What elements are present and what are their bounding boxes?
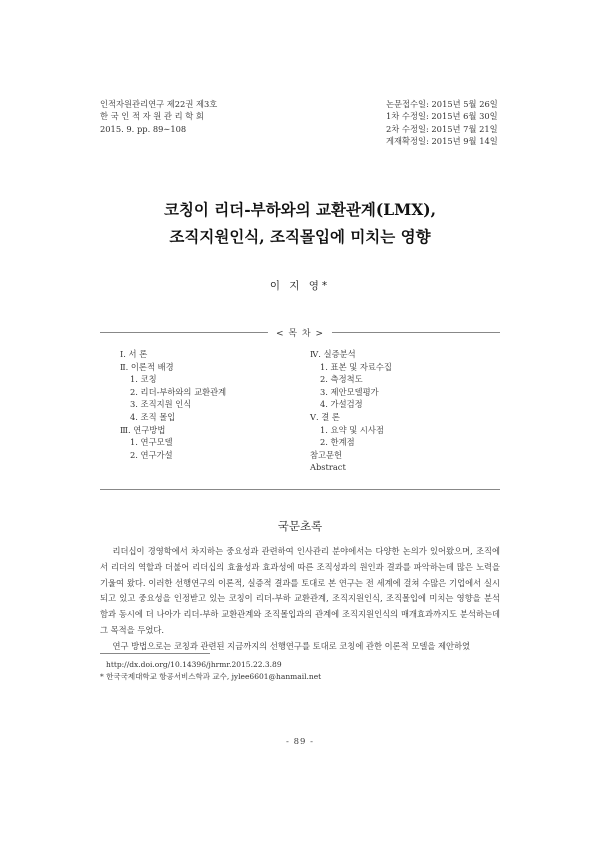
society-name: 한 국 인 적 자 원 관 리 학 회 bbox=[100, 111, 204, 122]
revised-date-1: 1차 수정일: 2015년 6월 30일 bbox=[386, 111, 498, 122]
page-number: - 89 - bbox=[286, 737, 314, 747]
submission-dates bbox=[386, 98, 516, 148]
toc-entry: Ⅱ. 이론적 배경 bbox=[120, 361, 174, 372]
doi-link[interactable]: http://dx.doi.org/10.14396/jhrmr.2015.22.3.89 bbox=[106, 660, 282, 669]
toc-bottom-rule bbox=[100, 489, 500, 490]
author-affiliation: * 한국국제대학교 항공서비스학과 교수, jylee6601@hanmail.net bbox=[100, 672, 322, 681]
abstract-paragraph-2: 연구 방법으로는 코칭과 관련된 지금까지의 선행연구를 토대로 코칭에 관한 이론적 모델을 제안하였 bbox=[112, 640, 471, 651]
toc-entry: 1. 표본 및 자료수집 bbox=[320, 361, 392, 372]
toc-entry: 참고문헌 bbox=[310, 449, 343, 460]
toc-entry: 4. 가설검정 bbox=[320, 399, 363, 410]
journal-name: 인적자원관리연구 제22권 제3호 bbox=[100, 99, 218, 109]
toc-left-column bbox=[120, 348, 226, 461]
toc-entry: 2. 측정척도 bbox=[320, 374, 363, 385]
issue-pages: 2015. 9. pp. 89∼108 bbox=[100, 123, 187, 134]
title-line-2: 조직지원인식, 조직몰입에 미치는 영향 bbox=[169, 227, 431, 246]
toc-entry: 1. 코칭 bbox=[130, 374, 157, 385]
paper-title bbox=[60, 196, 540, 250]
toc-entry: Ⅰ. 서 론 bbox=[120, 349, 148, 359]
journal-info bbox=[100, 98, 217, 135]
toc-entry: 1. 요약 및 시사점 bbox=[320, 424, 384, 435]
toc-entry: 2. 리더-부하와의 교환관계 bbox=[130, 386, 227, 397]
table-of-contents bbox=[100, 329, 500, 490]
toc-entry: 1. 연구모델 bbox=[130, 437, 173, 448]
received-date: 논문접수일: 2015년 5월 26일 bbox=[386, 99, 498, 109]
toc-entry: 4. 조직 몰입 bbox=[130, 411, 176, 422]
footnote-rule bbox=[100, 653, 210, 654]
footnotes bbox=[100, 659, 321, 683]
toc-entry: Abstract bbox=[310, 462, 346, 473]
toc-entry: Ⅲ. 연구방법 bbox=[120, 424, 166, 435]
abstract-paragraph-1: 리더십이 경영학에서 차지하는 중요성과 관련하여 인사관리 분야에서는 다양한 논의가 있어왔으며, 조직에서 리더의 역할과 더불어 리더십의 효율성과 효과성에 따른 조직성과의 원인과 결과를 파악하는데 많은 노력을 기울여 왔다. 이러한 선행연구의 이론적, 실증적 결과를 토대로 본 연구는 전 세계에 걸쳐 수많은 기업에서 실시되고 있고 중요성을 인정받고 있는 코칭이 리더-부하 교환관계, 조직지원인식, 조직몰입에 미치는 영향을 분석함과 동시에 더 나아가 리더-부하 교환관계와 조직몰입과의 관계에 조직지원인식의 매개효과까지도 분석하는데 그 목적을 두었다. bbox=[100, 546, 500, 635]
toc-entry: 3. 제안모델평가 bbox=[320, 386, 379, 397]
toc-entry: 2. 한계점 bbox=[320, 437, 355, 448]
abstract-body bbox=[100, 544, 500, 655]
accepted-date: 게재확정일: 2015년 9월 14일 bbox=[386, 136, 498, 147]
toc-heading: < 목 차 > bbox=[268, 326, 332, 339]
abstract-heading: 국문초록 bbox=[277, 519, 323, 533]
toc-entry: Ⅴ. 결 론 bbox=[310, 411, 340, 422]
toc-entry: 3. 조직지원 인식 bbox=[130, 399, 192, 410]
toc-entry: 2. 연구가설 bbox=[130, 449, 173, 460]
toc-entry: Ⅳ. 실증분석 bbox=[310, 349, 356, 359]
revised-date-2: 2차 수정일: 2015년 7월 21일 bbox=[386, 123, 498, 134]
title-line-1: 코칭이 리더-부하와의 교환관계(LMX), bbox=[163, 200, 437, 219]
toc-right-column bbox=[310, 348, 392, 474]
author-name: 이 지 영* bbox=[269, 280, 331, 292]
